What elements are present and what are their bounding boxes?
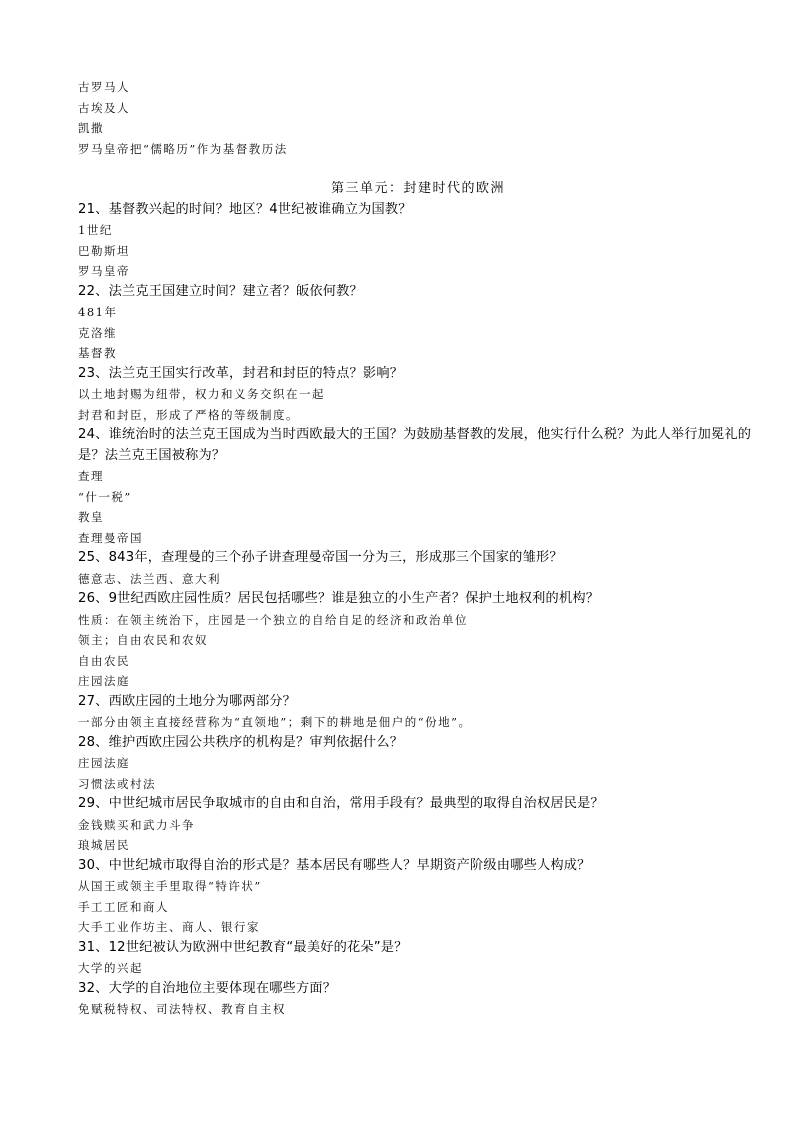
answer-line: 自由农民 <box>78 653 130 668</box>
answer-line: 凯撒 <box>78 121 104 135</box>
question-text: 28、维护西欧庄园公共秩序的机构是？审判依据什么？ <box>78 734 404 750</box>
answer-line: 封君和封臣，形成了严格的等级制度。 <box>78 407 299 422</box>
answer-line: 德意志、法兰西、意大利 <box>78 571 221 586</box>
answer-line: 大学的兴起 <box>78 961 143 975</box>
question-text: 21、基督教兴起的时间？地区？4世纪被谁确立为国教？ <box>78 201 412 217</box>
answer-line: 查理 <box>78 469 104 483</box>
qa-item <box>78 733 758 795</box>
answer-line: 金钱赎买和武力斗争 <box>78 817 195 832</box>
question-text: 30、中世纪城市取得自治的形式是？基本居民有哪些人？早期资产阶级由哪些人构成？ <box>78 857 591 873</box>
question-text: 25、843年，查理曼的三个孙子讲查理曼帝国一分为三，形成那三个国家的雏形？ <box>78 550 563 565</box>
answer-line: 性质：在领主统治下，庄园是一个独立的自给自足的经济和政治单位 <box>78 612 468 627</box>
answer-line: 古罗马人 <box>78 80 130 94</box>
answer-line: 庄园法庭 <box>78 756 130 770</box>
question-text: 22、法兰克王国建立时间？建立者？皈依何教？ <box>78 283 363 299</box>
answer-line: “什一税” <box>78 489 132 504</box>
qa-item <box>78 589 758 692</box>
qa-item <box>78 548 758 589</box>
qa-item <box>78 425 758 548</box>
answer-line: 巴勒斯坦 <box>78 243 130 258</box>
qa-item <box>78 856 758 938</box>
answer-line: 领主；自由农民和农奴 <box>78 633 208 647</box>
qa-item <box>78 200 758 282</box>
question-text: 27、西欧庄园的土地分为哪两部分？ <box>78 693 296 709</box>
answer-line: 庄园法庭 <box>78 674 130 688</box>
answer-line: 克洛维 <box>78 325 117 340</box>
question-text: 29、中世纪城市居民争取城市的自由和自治，常用手段有？最典型的取得自治权居民是？ <box>78 796 604 811</box>
answer-line: 手工工匠和商人 <box>78 899 169 914</box>
answer-line: 481年 <box>78 305 118 319</box>
qa-item <box>78 979 758 1020</box>
qa-item <box>78 282 758 364</box>
answer-line: 1世纪 <box>78 223 113 237</box>
question-text: 32、大学的自治地位主要体现在哪些方面？ <box>78 980 337 996</box>
answer-line: 教皇 <box>78 510 104 524</box>
qa-item <box>78 938 758 979</box>
answer-line: 免赋税特权、司法特权、教育自主权 <box>78 1002 286 1016</box>
intro-answer-list <box>78 77 758 159</box>
question-text: 31、12世纪被认为欧洲中世纪教育“最美好的花朵”是？ <box>78 939 408 955</box>
question-text: 24、谁统治时的法兰克王国成为当时西欧最大的王国？为鼓励基督教的发展，他实行什么税？为此人举行加冕礼的是？法兰克王国被称为？ <box>78 427 752 463</box>
answer-line: 大手工业作坊主、商人、银行家 <box>78 920 260 934</box>
document-page <box>78 77 758 1020</box>
answer-line: 习惯法或村法 <box>78 776 156 791</box>
answer-line: 基督教 <box>78 346 117 360</box>
question-text: 26、9世纪西欧庄园性质？居民包括哪些？谁是独立的小生产者？保护土地权利的机构？ <box>78 591 600 606</box>
answer-line: 从国王或领主手里取得“特许状” <box>78 879 262 893</box>
question-text: 23、法兰克王国实行改革，封君和封臣的特点？影响？ <box>78 365 404 381</box>
qa-item <box>78 692 758 733</box>
answer-line: 罗马皇帝把“儒略历”作为基督教历法 <box>78 141 288 156</box>
answer-line: 一部分由领主直接经营称为“直领地”；剩下的耕地是佃户的“份地”。 <box>78 715 472 729</box>
answer-line: 古埃及人 <box>78 100 130 115</box>
answer-line: 查理曼帝国 <box>78 530 143 545</box>
answer-line: 罗马皇帝 <box>78 264 130 278</box>
answer-line: 琅城居民 <box>78 838 130 852</box>
answer-line: 以土地封赐为纽带，权力和义务交织在一起 <box>78 387 325 401</box>
qa-item <box>78 364 758 426</box>
qa-item <box>78 794 758 856</box>
unit-title: 第三单元：封建时代的欧洲 <box>330 181 505 196</box>
